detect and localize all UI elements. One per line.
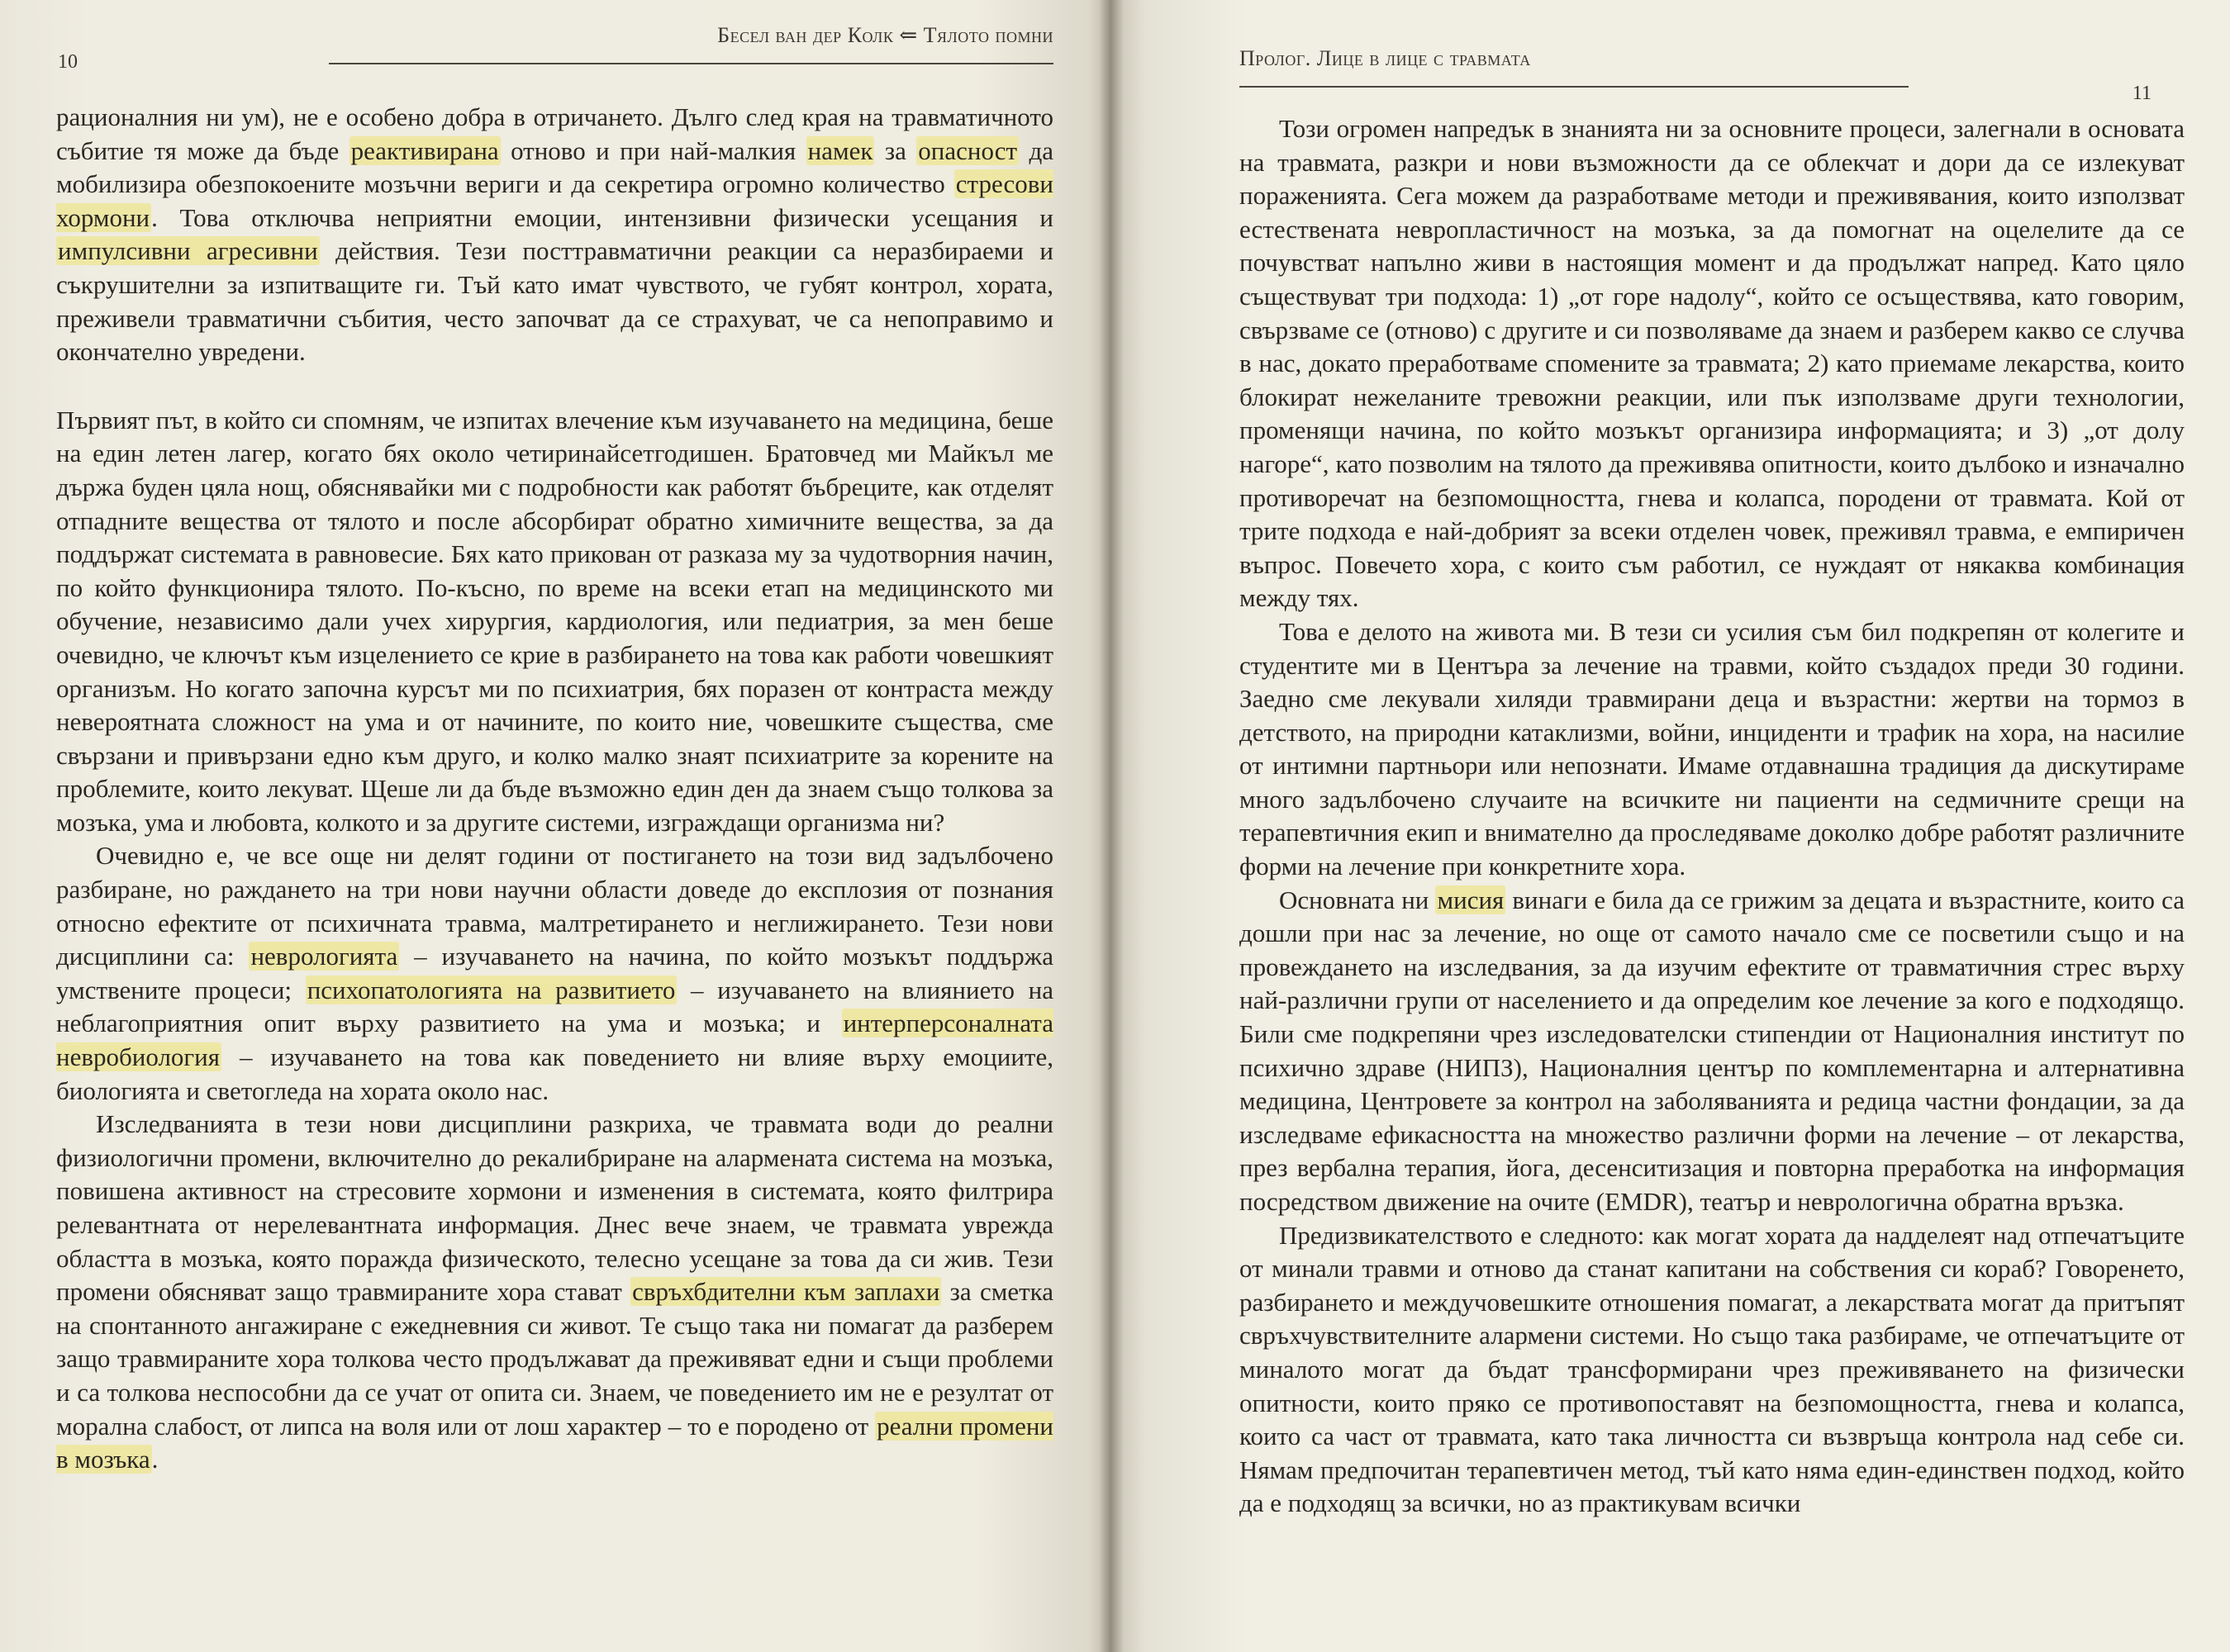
text-run: . Това отключва неприятни емоции, интензивни физически усещания и: [151, 202, 1053, 232]
text-run: действия. Тези посттравматични реакции са неразбираеми и съкрушителни за изпитващите ги. Тъй като имат чувството, че губят контрол, хората, преживели травматични събития, често започват да се страхуват, че са непоправимо и окончателно увредени.: [56, 236, 1054, 367]
text-run: Изследванията в тези нови дисциплини разкриха, че травмата води до реални физиологични промени, включително до рекалибриране на алармената система на мозъка, повишена активност на стресовите хормони и изменения в системата, която филтрира релевантната от нерелевантната информация. Днес вече знаем, че травмата уврежда областта в мозъка, която поражда физическото, телесно усещане за това да си жив. Тези промени обясняват защо травмираните хора стават: [56, 1109, 1053, 1307]
text-run: .: [151, 1445, 159, 1474]
highlighted-text: реактивирана: [350, 135, 499, 165]
right-body-text: [1239, 112, 2185, 1521]
right-header-rule: [1239, 86, 1909, 88]
paragraph: [1239, 1219, 2185, 1521]
left-body-text: [56, 101, 1053, 1477]
paragraph: [1239, 615, 2185, 884]
highlighted-text: импулсивни агресивни: [58, 236, 318, 266]
highlighted-text: реални промени в мозъка: [56, 1411, 1054, 1474]
highlighted-text: интерперсоналната невробиология: [56, 1009, 1053, 1072]
right-page-header: [1239, 0, 2185, 104]
text-run: Предизвикателството е следното: как могат хората да надделеят над отпечатъците от минали травми и отново да станат капитани на собствения си кораб? Говоренето, разбирането и междучовешките отношения помагат, а лекарствата могат да притъпят свръхчувствителните алармени системи. Но също така разбираме, че отпечатъците от миналото могат да бъдат трансформирани чрез преживяването на физически опитности, които пряко се противопоставят на безпомощността, гнева и колапса, които са част от травмата, като така личността си възвръща контрола над себе си. Нямам предпочитан терапевтичен метод, тъй като няма един-единствен подход, който да е подходящ за всички, но аз практикувам всички: [1239, 1220, 2185, 1518]
paragraph: [56, 1108, 1053, 1477]
highlighted-text: опасност: [918, 135, 1018, 165]
text-run: за сметка на спонтанното ангажиране с ежедневния си живот. Те също така ни помагат да разберем защо травмираните хора толкова често продължават да преживяват едни и същи проблеми и са толкова неспособни да се учат от опита си. Знаем, че поведението им не е резултат от морална слабост, от липса на воля или от лош характер – то е породено от: [56, 1277, 1053, 1441]
text-run: да мобилизира обезпокоените мозъчни вериги и да секретира огромно количество: [56, 135, 1053, 199]
highlighted-text: мисия: [1437, 885, 1505, 914]
right-running-head: Пролог. Лице в лице с травмата: [1239, 46, 1531, 70]
paragraph: [56, 101, 1053, 369]
text-run: Това е делото на живота ми. В тези си усилия съм бил подкрепян от колегите и студентите ми в Центъра за лечение на травми, който създадох преди 30 години. Заедно сме лекували хиляди травмирани деца и възрастни: жертви на тормоз в детството, на природни катаклизми, войни, инциденти и трафик на хора, на насилие от интимни партньори или непознати. Имаме отдавнашна традиция да дискутираме много задълбочено случаите на всичките ни пациенти на седмичните срещи на терапевтичния екип и внимателно да проследяваме доколко добре работят различните форми на лечение при конкретните хора.: [1239, 616, 2185, 881]
highlighted-text: свръхбдителни към заплахи: [632, 1277, 940, 1307]
left-page: [0, 0, 1111, 1652]
text-run: Този огромен напредък в знанията ни за основните процеси, залегнали в основата на травмата, разкри и нови възможности да се облекчат и дори да се излекуват пораженията. Сега можем да разработваме методи и преживявания, които използват естествената невропластичност на мозъка, за да помогнат на оцелелите да се почувстват напълно живи в настоящия момент и да продължат напред. Като цяло съществуват три подхода: 1) „от горе надолу“, който се осъществява, като говорим, свързваме се (отново) с другите и си позволяваме да знаем и разберем какво се случва в нас, докато преработваме спомените за травмата; 2) като приемаме лекарства, които блокират нежеланите тревожни реакции, или пък използваме други технологии, променящи начина, по който мозъкът организира информацията; и 3) „от долу нагоре“, като позволим на тялото да преживява опитности, които дълбоко и изначално противоречат на безпомощността, гнева и колапса, породени от травмата. Кой от трите подхода е най-добрият за всеки отделен човек, преживял травма, е емпиричен въпрос. Повечето хора, с които съм работил, се нуждаят от някаква комбинация между тях.: [1239, 114, 2185, 613]
left-header-rule: [329, 63, 1053, 64]
right-page: [1111, 0, 2230, 1652]
highlighted-text: психопатологията на развитието: [307, 975, 676, 1004]
left-running-head: Бесел ван дер Колк ⇐ Тялото помни: [717, 23, 1053, 47]
highlighted-text: намек: [807, 135, 873, 165]
text-run: винаги е била да се грижим за децата и възрастните, които са дошли при нас за лечение, но още от самото начало сме се посветили също и на провеждането на изследвания, за да изучим ефектите от травматичния стрес върху най-различни групи от населението и да определим кое лечение за кого е подходящо. Били сме подкрепяни чрез изследователски стипендии от Националния институт по психично здраве (НИПЗ), Националния център по комплементарна и алтернативна медицина, Центровете за контрол на заболяванията и редица частни фондации, за да изследваме ефикасността на множество различни форми на лечение – от лекарства, през вербална терапия, йога, десенситизация и повторна преработка на информация посредством движение на очите (EMDR), театър и неврологична обратна връзка.: [1239, 885, 2185, 1216]
highlighted-text: стресови хормони: [56, 169, 1053, 232]
paragraph: [56, 404, 1053, 840]
paragraph: [1239, 112, 2185, 615]
left-page-number: 10: [58, 51, 78, 73]
text-run: Първият път, в който си спомням, че изпитах влечение към изучаването на медицина, беше на един летен лагер, когато бях около четиринайсетгодишен. Братовчед ми Майкъл ме държа буден цяла нощ, обяснявайки ми с подробности как работят бъбреците, как отделят отпадните вещества от тялото и после абсорбират обратно химичните вещества, за да поддържат системата в равновесие. Бях като прикован от разказа му за чудотворния начин, по който функционира тялото. По-късно, по време на всеки етап на медицинското ми обучение, независимо дали учех хирургия, кардиология, или педиатрия, за мен беше очевидно, че ключът към изцелението се крие в разбирането на това как работи човешкият организъм. Но когато започна курсът ми по психиатрия, бях поразен от контраста между невероятната сложност на ума и от начините, по които ние, човешките същества, сме свързани и привързани едно към друго, и колко малко знаят психиатрите за корените на проблемите, които лекуват. Щеше ли да бъде възможно един ден да знаем също толкова за мозъка, ума и любовта, колкото и за другите системи, изграждащи организма ни?: [56, 405, 1053, 837]
highlighted-text: неврологията: [250, 942, 398, 971]
book-gutter: [1099, 0, 1124, 1652]
text-run: отново и при най-малкия: [500, 135, 806, 165]
text-run: рационалния ни ум), не е особено добра в отричането. Дълго след края на травматичното събитие тя може да бъде: [56, 102, 1053, 165]
right-page-number: 11: [2132, 83, 2152, 104]
text-run: – изучаването на влиянието на неблагоприятния опит върху развитието на ума и мозъка; и: [56, 975, 1053, 1038]
left-page-header: [56, 0, 1053, 83]
text-run: – изучаването на начина, по който мозъкът поддържа умствените процеси;: [56, 942, 1053, 1004]
paragraph: [56, 839, 1053, 1108]
text-run: за: [874, 135, 917, 165]
text-run: Очевидно е, че все още ни делят години от постигането на този вид задълбочено разбиране, но раждането на три нови научни области доведе до експлозия от познания относно ефектите от психичната травма, малтретирането и неглижирането. Тези нови дисциплини са:: [56, 841, 1053, 971]
paragraph: [1239, 884, 2185, 1219]
text-run: Основната ни: [1279, 885, 1436, 914]
text-run: – изучаването на това как поведението ни влияе върху емоциите, биологията и светогледа на хората около нас.: [56, 1042, 1053, 1105]
